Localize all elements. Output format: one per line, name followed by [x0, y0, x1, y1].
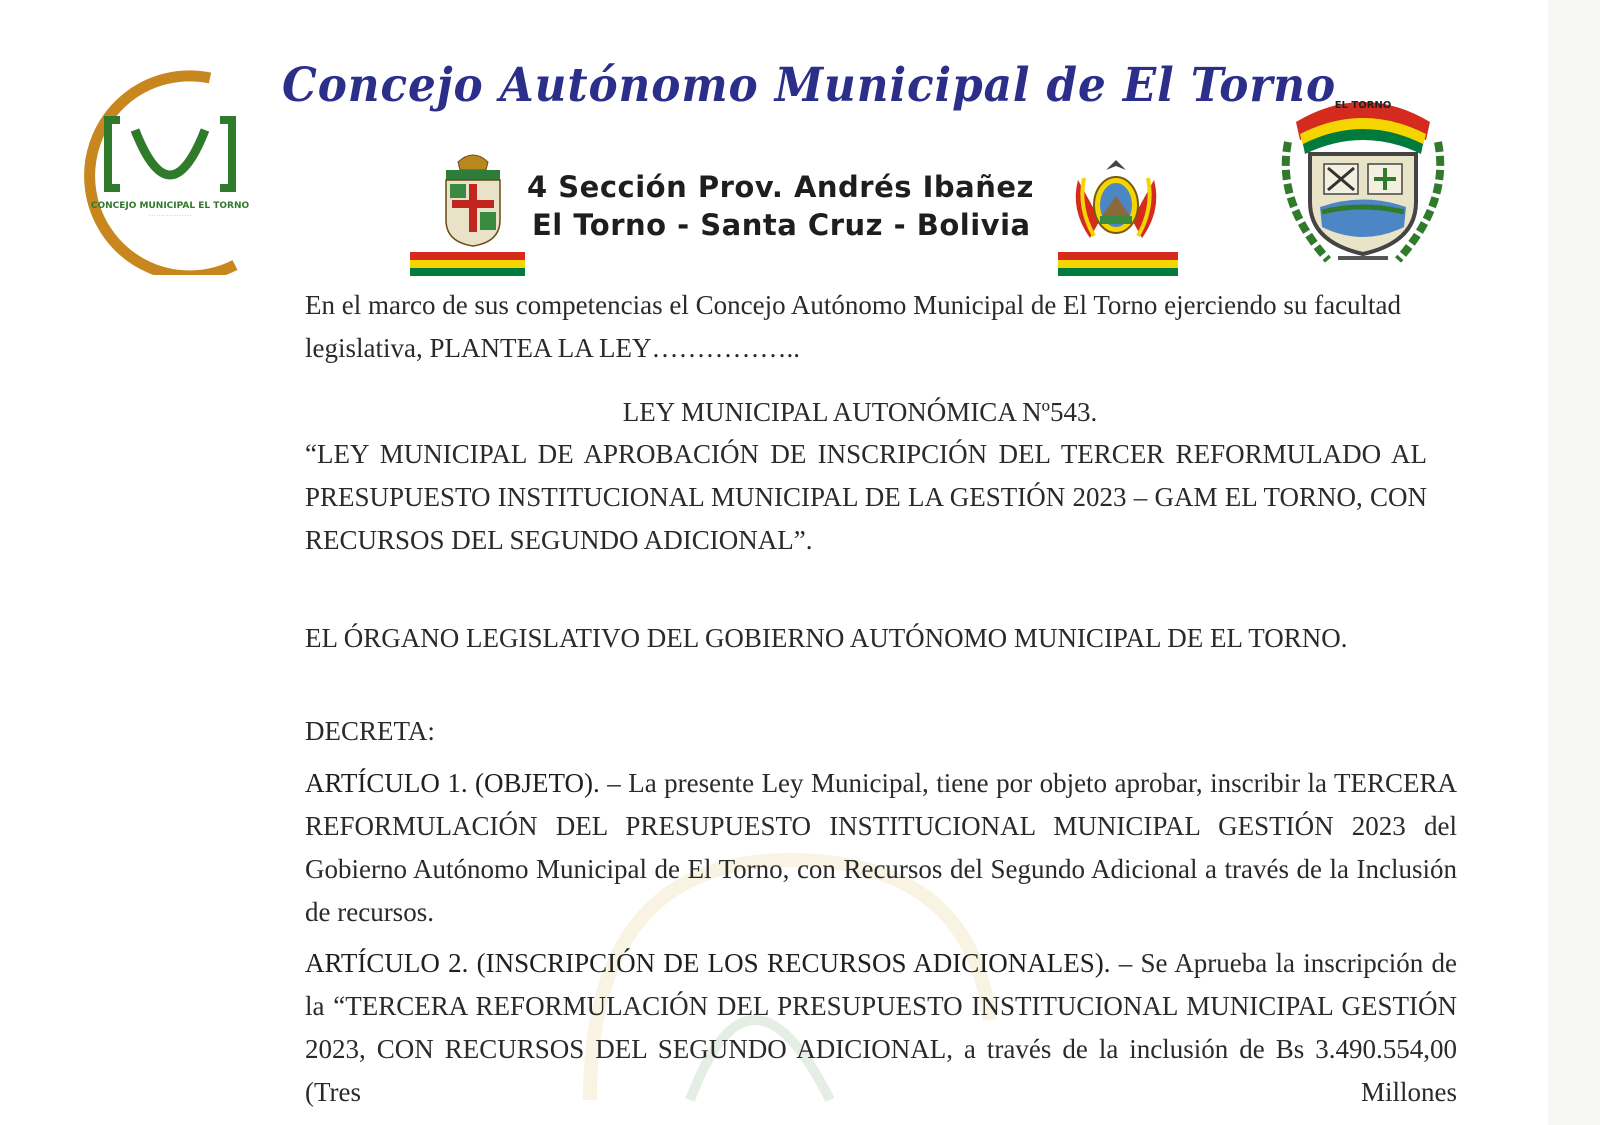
article-1-heading: ARTÍCULO 1. (OBJETO). –	[305, 768, 621, 798]
municipal-shield-icon	[1268, 82, 1458, 272]
logo-caption: CONCEJO MUNICIPAL EL TORNO	[90, 201, 250, 211]
article-1	[305, 762, 1457, 934]
flag-stripe-left	[410, 252, 525, 278]
article-1-text: La presente Ley Municipal, tiene por objeto aprobar, inscribir la TERCERA REFORMULACIÓN DEL PRESUPUESTO INSTITUCIONAL MUNICIPAL GESTIÓN 2023 del Gobierno Autónomo Municipal de El Torno, con Recursos del Segundo Adicional a través de la Inclusión de recursos.	[305, 768, 1457, 927]
letterhead-title: Concejo Autónomo Municipal de El Torno	[282, 58, 1337, 113]
law-number: LEY MUNICIPAL AUTONÓMICA Nº543.	[622, 397, 1098, 427]
address-line-1: 4 Sección Prov. Andrés Ibañez	[527, 170, 1034, 204]
article-2-text: Se Aprueba la inscripción de la “TERCERA REFORMULACIÓN DEL PRESUPUESTO INSTITUCIONAL MUNICIPAL GESTIÓN 2023, CON RECURSOS DEL SEGUNDO ADICIONAL, a través de la inclusión de Bs 3.490.554,00 (Tres Millones	[305, 948, 1457, 1107]
page-edge	[1548, 0, 1600, 1125]
council-logo	[60, 70, 260, 275]
article-2	[305, 942, 1457, 1114]
legislative-organ-heading: EL ÓRGANO LEGISLATIVO DEL GOBIERNO AUTÓNOMO MUNICIPAL DE EL TORNO.	[305, 623, 1348, 653]
svg-text:· · · · · · · · · · · · · · ·: · · · · · · · · · · · · · · · · ·	[149, 213, 191, 218]
letterhead	[0, 0, 1600, 285]
flag-stripe-right	[1058, 252, 1178, 278]
shield-banner: EL TORNO	[1334, 100, 1392, 111]
law-title: “LEY MUNICIPAL DE APROBACIÓN DE INSCRIPCIÓN DEL TERCER REFORMULADO AL PRESUPUESTO INSTITUCIONAL MUNICIPAL DE LA GESTIÓN 2023 – GAM EL TORNO, CON RECURSOS DEL SEGUNDO ADICIONAL”.	[305, 439, 1427, 555]
address-line-2: El Torno - Santa Cruz - Bolivia	[532, 208, 1031, 242]
article-2-heading: ARTÍCULO 2. (INSCRIPCIÓN DE LOS RECURSOS ADICIONALES). –	[305, 948, 1133, 978]
intro-paragraph: En el marco de sus competencias el Concejo Autónomo Municipal de El Torno ejerciendo su facultad legislativa, PLANTEA LA LEY……………..	[305, 290, 1402, 363]
decree-heading: DECRETA:	[305, 716, 435, 746]
bolivia-coat-of-arms-icon	[1060, 150, 1172, 250]
province-shield-icon	[438, 150, 508, 250]
